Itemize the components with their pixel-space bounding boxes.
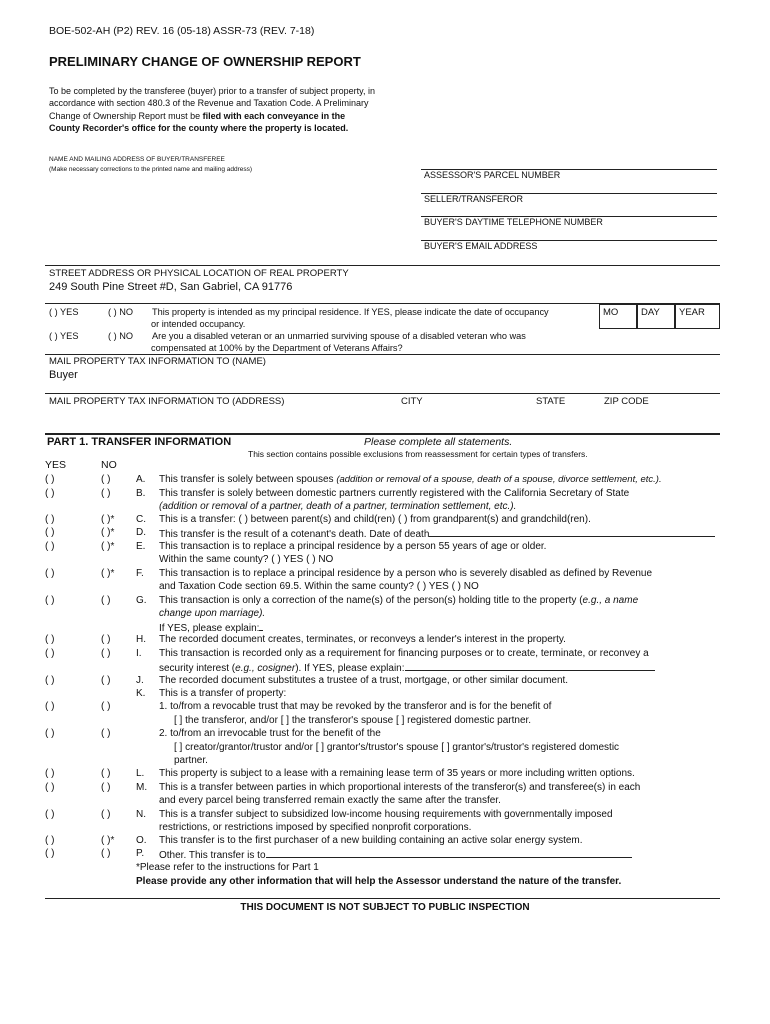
intro-line-3b: filed with each conveyance in the (202, 110, 346, 121)
n-letter: N. (136, 809, 146, 820)
n2-text: restrictions, or restrictions imposed by specified nonprofit corporations. (159, 822, 472, 833)
mail-city-label[interactable]: CITY (401, 396, 423, 407)
n-text: This is a transfer subject to subsidized low-income housing requirements with governmentally imposed (159, 809, 613, 820)
o-letter: O. (136, 835, 147, 846)
e-letter: E. (136, 541, 146, 552)
divider (45, 354, 720, 355)
mail-address-label[interactable]: MAIL PROPERTY TAX INFORMATION TO (ADDRESS) (49, 396, 285, 407)
a-no[interactable]: ( ) (101, 474, 111, 485)
row-a (0, 473, 770, 486)
no-header: NO (101, 459, 117, 471)
c-no[interactable]: ( )* (101, 514, 115, 525)
b-text: This transfer is solely between domestic partners currently registered with the California Secretary of State (159, 488, 630, 499)
part1-instruction: Please complete all statements. (364, 436, 513, 448)
k-letter: K. (136, 688, 146, 699)
d-yes[interactable]: ( ) (45, 527, 55, 538)
c-text: This is a transfer: ( ) between parent(s) and child(ren) ( ) from grandparent(s) and grandchild(ren). (159, 514, 591, 525)
b-no[interactable]: ( ) (101, 488, 111, 499)
i2-text (159, 660, 655, 675)
k1b-text: [ ] the transferor, and/or [ ] the transferor's spouse [ ] registered domestic partner. (174, 715, 532, 726)
row-m2 (0, 794, 770, 807)
j-text: The recorded document substitutes a trustee of a trust, mortgage, or other similar document. (159, 675, 569, 686)
row-g2 (0, 607, 770, 620)
p-text-main: Other. This transfer is to (159, 850, 266, 861)
i2-text-italic: e.g., cosigner (235, 663, 296, 674)
j-yes[interactable]: ( ) (45, 675, 55, 686)
p-letter: P. (136, 848, 145, 859)
mail-zip-label[interactable]: ZIP CODE (604, 396, 649, 407)
i-yes[interactable]: ( ) (45, 648, 55, 659)
f2-text: and Taxation Code section 69.5. Within the same county? ( ) YES ( ) NO (159, 581, 479, 592)
page-title: PRELIMINARY CHANGE OF OWNERSHIP REPORT (49, 54, 361, 69)
divider (45, 265, 720, 266)
row-k1b (0, 714, 770, 727)
seller-label[interactable]: SELLER/TRANSFEROR (424, 194, 524, 204)
phone-label[interactable]: BUYER'S DAYTIME TELEPHONE NUMBER (424, 217, 603, 227)
b2-text: (addition or removal of a partner, death of a partner, termination settlement, etc.). (159, 501, 517, 512)
row-h (0, 633, 770, 646)
property-address-value[interactable]: 249 South Pine Street #D, San Gabriel, CA 91776 (49, 281, 293, 293)
f-no[interactable]: ( )* (101, 568, 115, 579)
row-o (0, 834, 770, 847)
intro-paragraph (49, 85, 419, 134)
row-i (0, 647, 770, 660)
k-text: This is a transfer of property: (159, 688, 287, 699)
m-no[interactable]: ( ) (101, 782, 111, 793)
divider (45, 898, 720, 899)
year-label: YEAR (679, 307, 705, 318)
g-text-main: This transaction is only a correction of the name(s) of the person(s) holding title to the property ( (159, 595, 583, 606)
row-m (0, 781, 770, 794)
row-c (0, 513, 770, 526)
f-yes[interactable]: ( ) (45, 568, 55, 579)
death-date-field[interactable] (429, 526, 715, 537)
f-letter: F. (136, 568, 144, 579)
row-ref (0, 861, 770, 874)
row-f (0, 567, 770, 580)
divider (45, 393, 720, 394)
e2-text: Within the same county? ( ) YES ( ) NO (159, 554, 334, 565)
e-no[interactable]: ( )* (101, 541, 115, 552)
h-yes[interactable]: ( ) (45, 634, 55, 645)
intro-line-2: accordance with section 480.3 of the Revenue and Taxation Code. A Preliminary (49, 98, 369, 109)
part1-note: This section contains possible exclusions from reassessment for certain types of transfers. (248, 449, 588, 459)
k2c-text: partner. (174, 755, 208, 766)
o-text: This transfer is to the first purchaser of a new building containing an active solar energy system. (159, 835, 583, 846)
g-yes[interactable]: ( ) (45, 595, 55, 606)
k2-no[interactable]: ( ) (101, 728, 111, 739)
p-no[interactable]: ( ) (101, 848, 111, 859)
email-label[interactable]: BUYER'S EMAIL ADDRESS (424, 241, 538, 251)
row-k2c (0, 754, 770, 767)
m-yes[interactable]: ( ) (45, 782, 55, 793)
other-transfer-field[interactable] (266, 847, 632, 858)
row-f2 (0, 580, 770, 593)
i-letter: I. (136, 648, 142, 659)
residence-question: This property is intended as my principal residence. If YES, please indicate the date of occupancy (152, 307, 549, 317)
intro-line-3 (49, 110, 419, 122)
row-n (0, 808, 770, 821)
o-no[interactable]: ( )* (101, 835, 115, 846)
m-letter: M. (136, 782, 148, 793)
d-no[interactable]: ( )* (101, 527, 115, 538)
i2-text-b: ). If YES, please explain: (295, 663, 405, 674)
n-yes[interactable]: ( ) (45, 809, 55, 820)
e-text: This transaction is to replace a principal residence by a person 55 years of age or older. (159, 541, 547, 552)
mail-name-value[interactable]: Buyer (49, 369, 78, 381)
a-text-italic: (addition or removal of a spouse, death of a spouse, divorce settlement, etc.). (336, 474, 662, 485)
veteran-yes[interactable]: ( ) YES (49, 331, 79, 341)
property-address-label: STREET ADDRESS OR PHYSICAL LOCATION OF REAL PROPERTY (49, 268, 349, 279)
row-e2 (0, 553, 770, 566)
p-text (159, 847, 632, 862)
day-label: DAY (641, 307, 660, 318)
residence-yes[interactable]: ( ) YES (49, 307, 79, 317)
row-g3 (0, 620, 770, 633)
veteran-no[interactable]: ( ) NO (108, 331, 134, 341)
occupancy-month-box[interactable] (599, 304, 637, 329)
a-text-main: This transfer is solely between spouses (159, 474, 337, 485)
residence-question-cont: or intended occupancy. (151, 319, 246, 329)
g2-text: change upon marriage). (159, 608, 266, 619)
o-yes[interactable]: ( ) (45, 835, 55, 846)
g-explain-field[interactable] (259, 620, 263, 631)
buyer-name-sublabel: (Make necessary corrections to the printed name and mailing address) (49, 166, 253, 173)
mail-name-label: MAIL PROPERTY TAX INFORMATION TO (NAME) (49, 356, 266, 367)
a-letter: A. (136, 474, 146, 485)
h-text: The recorded document creates, terminates, or reconveys a lender's interest in the property. (159, 634, 566, 645)
ref-text: *Please refer to the instructions for Part 1 (136, 862, 319, 873)
row-b (0, 487, 770, 500)
i-no[interactable]: ( ) (101, 648, 111, 659)
residence-no[interactable]: ( ) NO (108, 307, 134, 317)
n-no[interactable]: ( ) (101, 809, 111, 820)
row-i2 (0, 660, 770, 673)
h-no[interactable]: ( ) (101, 634, 111, 645)
i-explain-field[interactable] (405, 660, 655, 671)
row-j (0, 674, 770, 687)
row-d (0, 526, 770, 539)
part1-title: PART 1. TRANSFER INFORMATION (47, 436, 232, 448)
k2-text: 2. to/from an irrevocable trust for the benefit of the (159, 728, 381, 739)
row-n2 (0, 821, 770, 834)
j-letter: J. (136, 675, 144, 686)
l-no[interactable]: ( ) (101, 768, 111, 779)
m2-text: and every parcel being transferred remain exactly the same after the transfer. (159, 795, 501, 806)
g-no[interactable]: ( ) (101, 595, 111, 606)
a-text (159, 473, 662, 486)
k1-no[interactable]: ( ) (101, 701, 111, 712)
c-yes[interactable]: ( ) (45, 514, 55, 525)
e-yes[interactable]: ( ) (45, 541, 55, 552)
i-text: This transaction is recorded only as a requirement for financing purposes or to create, terminate, or reconvey a (159, 648, 649, 659)
g3-text-main: If YES, please explain: (159, 623, 260, 634)
occupancy-day-box[interactable] (637, 304, 675, 329)
intro-line-1: To be completed by the transferee (buyer) prior to a transfer of subject property, in (49, 86, 375, 96)
intro-line-4: County Recorder's office for the county where the property is located. (49, 122, 349, 133)
g-text (159, 594, 638, 607)
info-text: Please provide any other information that will help the Assessor understand the nature of the transfer. (136, 876, 622, 887)
row-k2 (0, 727, 770, 740)
row-k (0, 687, 770, 700)
buyer-name-label: NAME AND MAILING ADDRESS OF BUYER/TRANSFEREE (49, 156, 225, 163)
h-letter: H. (136, 634, 146, 645)
j-no[interactable]: ( ) (101, 675, 111, 686)
g-text-italic: e.g., a name (582, 595, 639, 606)
d-text (159, 526, 715, 541)
k1-text: 1. to/from a revocable trust that may be revoked by the transferor and is for the benefit of (159, 701, 552, 712)
yes-header: YES (45, 459, 67, 471)
d-text-main: This transfer is the result of a cotenant's death. Date of death (159, 529, 430, 540)
row-k2b (0, 741, 770, 754)
m-text: This is a transfer between parties in which proportional interests of the transferor(s) and transferee(s) in each (159, 782, 641, 793)
l-text: This property is subject to a lease with a remaining lease term of 35 years or more including written options. (159, 768, 635, 779)
intro-line-3a: Change of Ownership Report must be (49, 110, 203, 121)
form-id: BOE-502-AH (P2) REV. 16 (05-18) ASSR-73 (REV. 7-18) (49, 25, 315, 37)
row-g (0, 594, 770, 607)
l-letter: L. (136, 768, 145, 779)
divider (45, 433, 720, 435)
apn-label[interactable]: ASSESSOR'S PARCEL NUMBER (424, 170, 561, 180)
row-info (0, 875, 770, 888)
a-yes[interactable]: ( ) (45, 474, 55, 485)
d-letter: D. (136, 527, 146, 538)
k2b-text: [ ] creator/grantor/trustor and/or [ ] grantor's/trustor's spouse [ ] grantor's/trustor's registered domestic (174, 742, 620, 753)
row-b2 (0, 500, 770, 513)
row-l (0, 767, 770, 780)
b-yes[interactable]: ( ) (45, 488, 55, 499)
c-letter: C. (136, 514, 146, 525)
occupancy-year-box[interactable] (675, 304, 720, 329)
p-yes[interactable]: ( ) (45, 848, 55, 859)
g-letter: G. (136, 595, 147, 606)
row-e (0, 540, 770, 553)
mo-label: MO (603, 307, 619, 318)
b-letter: B. (136, 488, 146, 499)
i2-text-a: security interest ( (159, 663, 236, 674)
l-yes[interactable]: ( ) (45, 768, 55, 779)
k1-yes[interactable]: ( ) (45, 701, 55, 712)
veteran-question-cont: compensated at 100% by the Department of Veterans Affairs? (151, 343, 403, 353)
f-text: This transaction is to replace a principal residence by a person who is severely disabled as defined by Revenue (159, 568, 653, 579)
footer-notice: THIS DOCUMENT IS NOT SUBJECT TO PUBLIC INSPECTION (240, 902, 530, 913)
row-p (0, 847, 770, 860)
row-k1 (0, 700, 770, 713)
mail-state-label[interactable]: STATE (536, 396, 566, 407)
k2-yes[interactable]: ( ) (45, 728, 55, 739)
veteran-question: Are you a disabled veteran or an unmarried surviving spouse of a disabled veteran who was (152, 331, 526, 341)
